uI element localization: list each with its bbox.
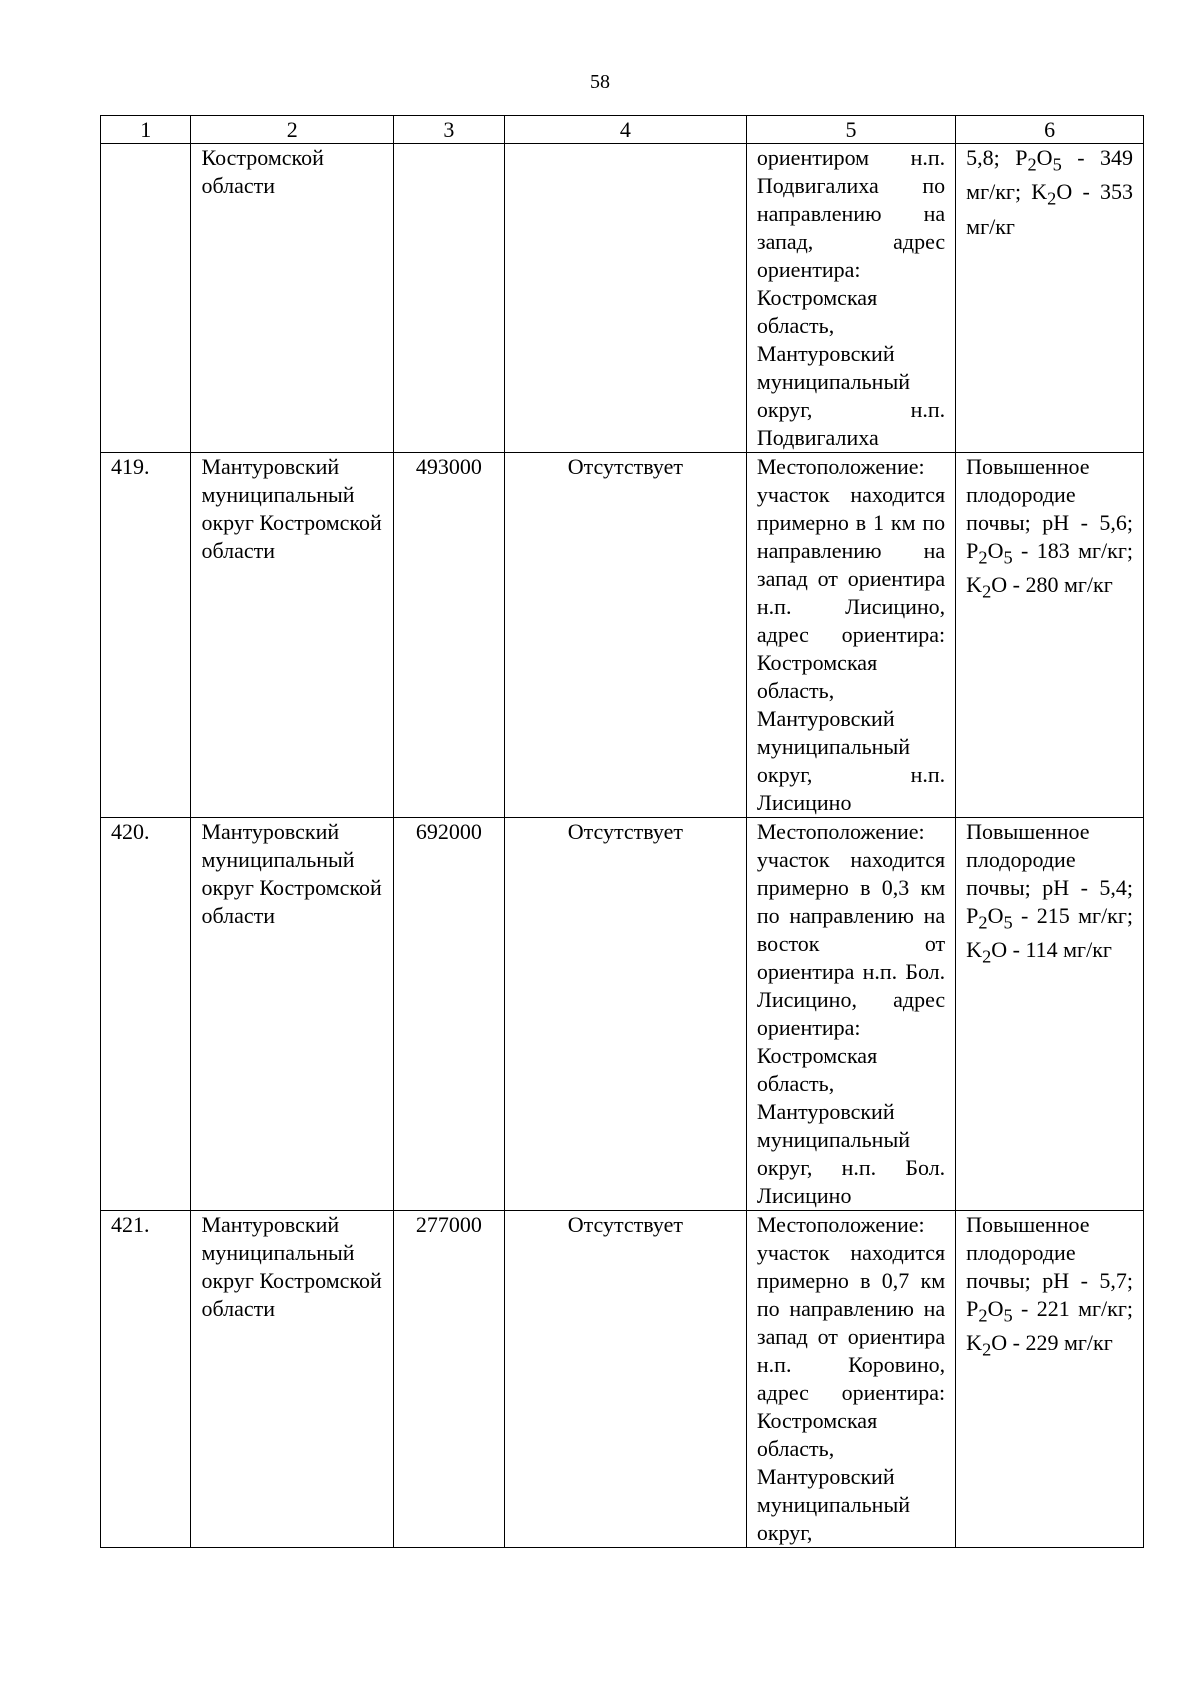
district-cell: Мантуровский муниципальный округ Костромской области (191, 453, 393, 818)
column-number-header: 3 (393, 116, 504, 144)
table-row-continued (101, 144, 1144, 453)
fertility-cell: Повышенное плодородие почвы; pH - 5,7; $P_2O_5 - 221$ мг/кг; $K_2O - 229$ мг/кг (956, 1211, 1144, 1548)
district-cell: Костромской области (191, 144, 393, 453)
location-cell: ориентиром н.п. Подвигалиха по направлению на запад, адрес ориентира: Костромская область, Мантуровский муниципальный округ, н.п. Подвигалиха (746, 144, 955, 453)
table-row (101, 453, 1144, 818)
area-cell: 277000 (393, 1211, 504, 1548)
area-cell: 493000 (393, 453, 504, 818)
location-cell: Местоположение: участок находится примерно в 0,3 км по направлению на восток от ориентира н.п. Бол. Лисицино, адрес ориентира: Костромская область, Мантуровский муниципальный округ, н.п. Бол. Лисицино (746, 818, 955, 1211)
column-number-header: 5 (746, 116, 955, 144)
page-number: 58 (590, 71, 610, 93)
column-number-header: 4 (504, 116, 746, 144)
fertility-cell: Повышенное плодородие почвы; pH - 5,4; $P_2O_5 - 215$ мг/кг; $K_2O - 114$ мг/кг (956, 818, 1144, 1211)
fertility-cell: 5,8; $P_2O_5 - 349$ мг/кг; $K_2O - 353$ мг/кг (956, 144, 1144, 453)
area-cell: 692000 (393, 818, 504, 1211)
status-cell (504, 144, 746, 453)
column-number-header: 2 (191, 116, 393, 144)
location-cell: Местоположение: участок находится примерно в 0,7 км по направлению на запад от ориентира н.п. Коровино, адрес ориентира: Костромская область, Мантуровский муниципальный округ, (746, 1211, 955, 1548)
status-cell: Отсутствует (504, 453, 746, 818)
row-number-cell: 420. (101, 818, 191, 1211)
location-cell: Местоположение: участок находится примерно в 1 км по направлению на запад от ориентира н.п. Лисицино, адрес ориентира: Костромская область, Мантуровский муниципальный округ, н.п. Лисицино (746, 453, 955, 818)
table-row (101, 1211, 1144, 1548)
district-cell: Мантуровский муниципальный округ Костромской области (191, 1211, 393, 1548)
area-cell (393, 144, 504, 453)
table-row (101, 818, 1144, 1211)
column-number-header: 1 (101, 116, 191, 144)
row-number-cell: 419. (101, 453, 191, 818)
land-plots-table (100, 115, 1144, 1548)
column-number-header: 6 (956, 116, 1144, 144)
row-number-cell (101, 144, 191, 453)
column-number-row (101, 116, 1144, 144)
status-cell: Отсутствует (504, 1211, 746, 1548)
row-number-cell: 421. (101, 1211, 191, 1548)
fertility-cell: Повышенное плодородие почвы; pH - 5,6; $P_2O_5 - 183$ мг/кг; $K_2O - 280$ мг/кг (956, 453, 1144, 818)
status-cell: Отсутствует (504, 818, 746, 1211)
district-cell: Мантуровский муниципальный округ Костромской области (191, 818, 393, 1211)
